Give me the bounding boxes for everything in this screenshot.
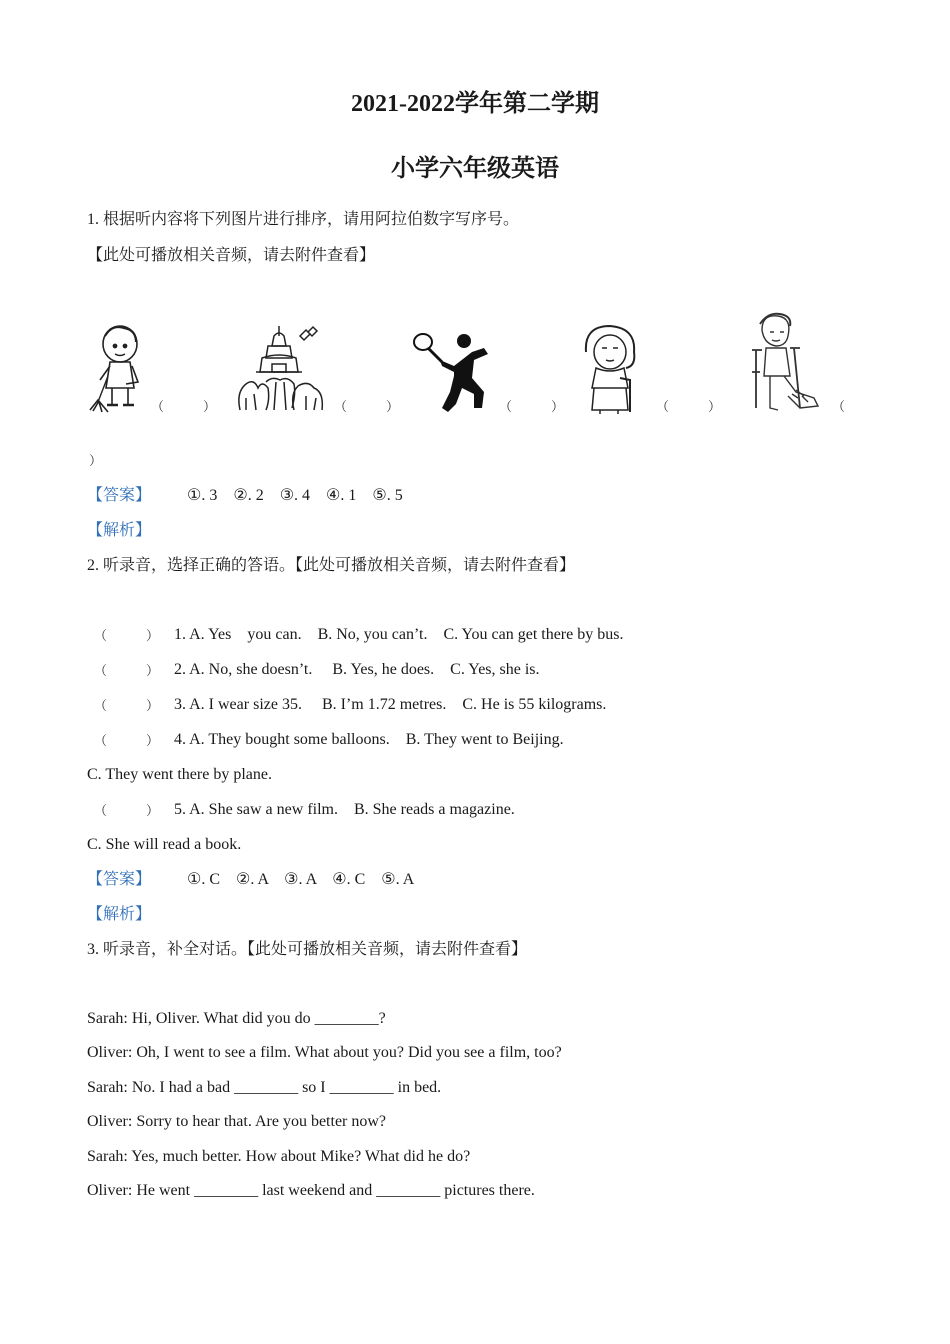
q2-item-5: 5. A. She saw a new film. B. She reads a magazine. — [174, 801, 515, 818]
temple-pagoda-icon — [236, 322, 326, 414]
q3-dialogue-line-6: Oliver: He went ________ last weekend and ________ pictures there. — [87, 1182, 535, 1199]
q1-answer-text: ①. 3 ②. 2 ③. 4 ④. 1 ⑤. 5 — [187, 487, 403, 504]
q2-prompt: 2. 听录音，选择正确的答语。【此处可播放相关音频，请去附件查看】 — [87, 557, 576, 574]
q2-item-4: 4. A. They bought some balloons. B. They went to Beijing. — [174, 731, 564, 748]
q2-item-2: 2. A. No, she doesn’t. B. Yes, he does. C. Yes, she is. — [174, 661, 540, 678]
q2-item-3: 3. A. I wear size 35. B. I’m 1.72 metres. C. He is 55 kilograms. — [174, 696, 607, 713]
q2-blank-4[interactable]: （ ） — [94, 733, 160, 748]
document-subtitle: 小学六年级英语 — [391, 156, 559, 182]
q1-blank-5[interactable]: （ — [832, 399, 846, 414]
q1-prompt: 1. 根据听内容将下列图片进行排序，请用阿拉伯数字写序号。 — [87, 211, 520, 228]
grandmother-with-cane-icon — [576, 322, 644, 414]
q2-answer-label: 【答案】 — [87, 871, 152, 888]
q3-dialogue-line-5: Sarah: Yes, much better. How about Mike? What did he do? — [87, 1148, 471, 1165]
q2-item-4-option-c: C. They went there by plane. — [87, 766, 272, 783]
q1-blank-3[interactable]: （ ） — [499, 399, 565, 414]
q1-analysis-label: 【解析】 — [87, 522, 152, 539]
q3-dialogue-line-3: Sarah: No. I had a bad ________ so I ________ in bed. — [87, 1079, 442, 1096]
q2-blank-5[interactable]: （ ） — [94, 803, 160, 818]
boy-sweeping-floor-icon — [88, 322, 148, 414]
q2-analysis-label: 【解析】 — [87, 906, 152, 923]
man-on-crutches-icon — [748, 312, 820, 414]
q3-dialogue-line-2: Oliver: Oh, I went to see a film. What about you? Did you see a film, too? — [87, 1044, 562, 1061]
q2-answer-text: ①. C ②. A ③. A ④. C ⑤. A — [187, 871, 415, 888]
q2-blank-1[interactable]: （ ） — [94, 628, 160, 643]
badminton-player-icon — [412, 330, 492, 414]
q2-item-5-option-c: C. She will read a book. — [87, 836, 242, 853]
q2-blank-3[interactable]: （ ） — [94, 698, 160, 713]
q3-prompt: 3. 听录音，补全对话。【此处可播放相关音频，请去附件查看】 — [87, 941, 528, 958]
q1-answer-label: 【答案】 — [87, 487, 152, 504]
q1-blank-5-close: ） — [89, 453, 103, 468]
q1-blank-1[interactable]: （ ） — [151, 399, 217, 414]
q1-audio-note: 【此处可播放相关音频，请去附件查看】 — [87, 247, 376, 264]
document-title: 2021-2022学年第二学期 — [351, 91, 599, 117]
q3-dialogue-line-1: Sarah: Hi, Oliver. What did you do ________? — [87, 1010, 386, 1027]
q2-blank-2[interactable]: （ ） — [94, 663, 160, 678]
q1-blank-4[interactable]: （ ） — [656, 399, 722, 414]
q2-item-1: 1. A. Yes you can. B. No, you can’t. C. You can get there by bus. — [174, 626, 624, 643]
q3-dialogue-line-4: Oliver: Sorry to hear that. Are you better now? — [87, 1113, 387, 1130]
q1-blank-2[interactable]: （ ） — [334, 399, 400, 414]
